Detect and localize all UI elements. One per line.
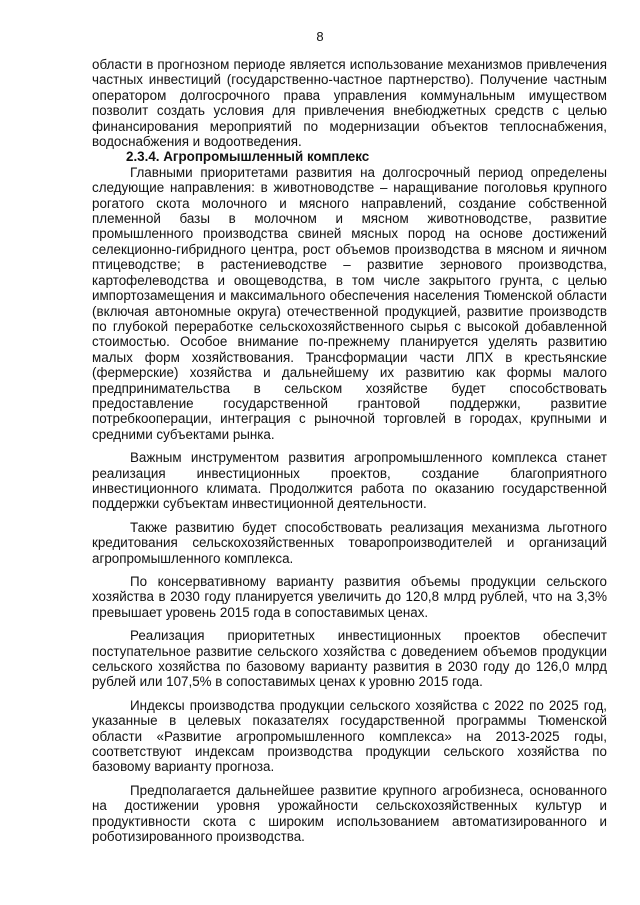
paragraph: Реализация приоритетных инвестиционных проектов обеспечит поступательное развитие сельского хозяйства с доведением объемов продукции сельского хозяйства по базовому варианту развития в 2030 году до 126,0 млрд рублей или 107,5% в сопоставимых ценах к уровню 2015 года. — [92, 628, 607, 690]
document-body — [92, 57, 607, 845]
paragraph: Главными приоритетами развития на долгосрочный период определены следующие направления: в животноводстве – наращивание поголовья крупного рогатого скота молочного и мясного направлений, создание собственной племенной базы в молочном и мясном животноводстве, развитие промышленного производства свиней мясных пород на основе достижений селекционно-гибридного центра, рост объемов производства в мясном и яичном птицеводстве; в растениеводстве – развитие зернового производства, картофелеводства и овощеводства, в том числе закрытого грунта, с целью импортозамещения и максимального обеспечения населения Тюменской области (включая автономные округа) отечественной продукцией, развитие производств по глубокой переработке сельскохозяйственного сырья с высокой добавленной стоимостью. Особое внимание по-прежнему планируется уделять развитию малых форм хозяйствования. Трансформации части ЛПХ в крестьянские (фермерские) хозяйства и дальнейшему их развитию как формы малого предпринимательства в сельском хозяйстве будет способствовать предоставление государственной грантовой поддержки, развитие потребкооперации, интеграция с рыночной торговлей в городах, крупными и средними субъектами рынка. — [92, 164, 607, 442]
paragraph: Предполагается дальнейшее развитие крупного агробизнеса, основанного на достижении уровня урожайности сельскохозяйственных культур и продуктивности скота с широким использованием автоматизированного и роботизированного производства. — [92, 782, 607, 845]
paragraph: Также развитию будет способствовать реализация механизма льготного кредитования сельскохозяйственных товаропроизводителей и организаций агропромышленного комплекса. — [92, 519, 607, 566]
page-number: 8 — [316, 29, 324, 44]
paragraph: По консервативному варианту развития объемы продукции сельского хозяйства в 2030 году планируется увеличить до 120,8 млрд рублей, что на 3,3% превышает уровень 2015 года в сопоставимых ценах. — [92, 574, 607, 620]
section-heading: 2.3.4. Агропромышленный комплекс — [126, 149, 370, 165]
paragraph-continuation: области в прогнозном периоде является использование механизмов привлечения частных инвестиций (государственно-частное партнерство). Получение частным оператором долгосрочного права управления коммунальным имуществом позволит создать условия для привлечения внебюджетных средств с целью финансирования мероприятий по модернизации объектов теплоснабжения, водоснабжения и водоотведения. — [92, 57, 607, 150]
paragraph: Важным инструментом развития агропромышленного комплекса станет реализация инвестиционных проектов, создание благоприятного инвестиционного климата. Продолжится работа по оказанию государственной поддержки субъектам инвестиционной деятельности. — [92, 450, 607, 512]
paragraph: Индексы производства продукции сельского хозяйства с 2022 по 2025 год, указанные в целевых показателях государственной программы Тюменской области «Развитие агропромышленного комплекса» на 2013-2025 годы, соответствуют индексам производства продукции сельского хозяйства по базовому варианту прогноза. — [92, 697, 607, 775]
